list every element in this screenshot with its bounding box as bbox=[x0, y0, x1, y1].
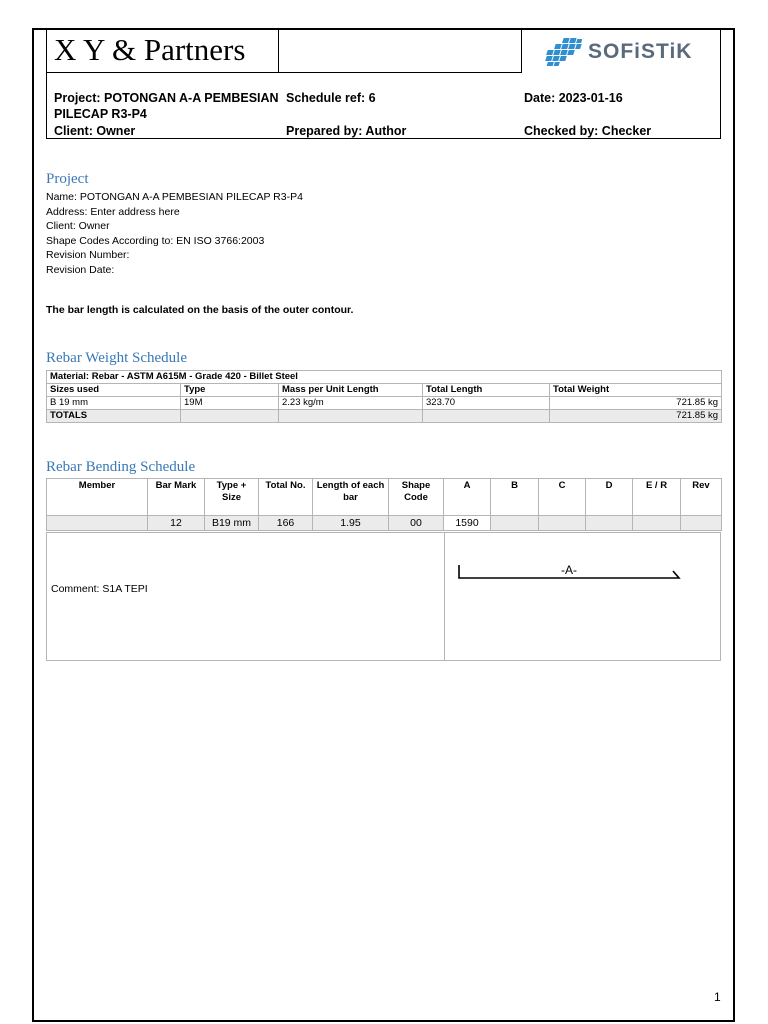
checked-by: Checked by: Checker bbox=[524, 124, 652, 138]
company-logo bbox=[521, 30, 722, 73]
table-cell: B19 mm bbox=[205, 516, 259, 531]
table-cell bbox=[586, 516, 633, 531]
col-header: Type bbox=[181, 384, 279, 397]
project-name: Name: POTONGAN A-A PEMBESIAN PILECAP R3-P4 bbox=[46, 191, 303, 203]
project-address: Address: Enter address here bbox=[46, 205, 180, 218]
weight-schedule-title: Rebar Weight Schedule bbox=[46, 350, 187, 366]
table-cell bbox=[681, 516, 722, 531]
col-header: E / R bbox=[633, 479, 681, 516]
table-cell bbox=[633, 516, 681, 531]
sofistik-logo-icon bbox=[540, 37, 582, 67]
col-header: Mass per Unit Length bbox=[279, 384, 423, 397]
col-header: D bbox=[586, 479, 633, 516]
col-header: Shape Code bbox=[389, 479, 444, 516]
table-cell: 00 bbox=[389, 516, 444, 531]
logo-text: SOFiSTiK bbox=[588, 39, 693, 63]
shape-dimension-label: -A- bbox=[561, 563, 577, 577]
comment-text: Comment: S1A TEPI bbox=[51, 583, 148, 595]
totals-value: 721.85 kg bbox=[550, 410, 722, 423]
col-header: Bar Mark bbox=[148, 479, 205, 516]
col-header: Member bbox=[47, 479, 148, 516]
col-header: A bbox=[444, 479, 491, 516]
weight-schedule-table bbox=[46, 370, 722, 423]
table-cell: 323.70 bbox=[423, 397, 550, 410]
col-header: B bbox=[491, 479, 539, 516]
totals-row bbox=[47, 410, 722, 423]
col-header: Length of each bar bbox=[313, 479, 389, 516]
title-block bbox=[46, 29, 721, 139]
table-cell bbox=[491, 516, 539, 531]
table-cell: 1.95 bbox=[313, 516, 389, 531]
table-cell: B 19 mm bbox=[47, 397, 181, 410]
col-header: Total No. bbox=[259, 479, 313, 516]
table-row bbox=[47, 397, 722, 410]
col-header: Sizes used bbox=[47, 384, 181, 397]
col-header: Total Length bbox=[423, 384, 550, 397]
project-revision-date: Revision Date: bbox=[46, 263, 115, 276]
title-block-blank bbox=[279, 30, 521, 73]
bar-length-note: The bar length is calculated on the basis of the outer contour. bbox=[46, 304, 354, 316]
table-row bbox=[47, 516, 722, 531]
col-header: Total Weight bbox=[550, 384, 722, 397]
weight-header-row bbox=[47, 384, 722, 397]
table-cell: 12 bbox=[148, 516, 205, 531]
material-cell: Material: Rebar - ASTM A615M - Grade 420 - Billet Steel bbox=[47, 371, 722, 384]
table-cell bbox=[47, 516, 148, 531]
col-header: Type + Size bbox=[205, 479, 259, 516]
table-cell: 1590 bbox=[444, 516, 491, 531]
bending-header-row bbox=[47, 479, 722, 516]
comment-box bbox=[46, 532, 721, 661]
project-shape-codes: Shape Codes According to: EN ISO 3766:2003 bbox=[46, 234, 265, 247]
comment-panel bbox=[47, 533, 445, 660]
schedule-ref: Schedule ref: 6 bbox=[286, 91, 376, 105]
prepared-by: Prepared by: Author bbox=[286, 124, 407, 138]
table-cell: 166 bbox=[259, 516, 313, 531]
table-cell: 721.85 kg bbox=[550, 397, 722, 410]
project-details bbox=[46, 190, 303, 278]
bending-schedule-table bbox=[46, 478, 722, 531]
project-revision-number: Revision Number: bbox=[46, 249, 130, 262]
company-name: X Y & Partners bbox=[47, 30, 279, 73]
page-number: 1 bbox=[714, 990, 721, 1004]
table-cell: 19M bbox=[181, 397, 279, 410]
bending-schedule-title: Rebar Bending Schedule bbox=[46, 459, 196, 475]
material-row bbox=[47, 371, 722, 384]
date-field: Date: 2023-01-16 bbox=[524, 91, 623, 105]
table-cell bbox=[539, 516, 586, 531]
project-field: Project: POTONGAN A-A PEMBESIAN PILECAP R3-P4 bbox=[54, 91, 279, 121]
col-header: Rev bbox=[681, 479, 722, 516]
project-client: Client: Owner bbox=[46, 220, 110, 233]
totals-label: TOTALS bbox=[47, 410, 181, 423]
project-section-title: Project bbox=[46, 171, 89, 187]
client-field: Client: Owner bbox=[54, 124, 136, 138]
table-cell: 2.23 kg/m bbox=[279, 397, 423, 410]
col-header: C bbox=[539, 479, 586, 516]
bar-shape-diagram bbox=[445, 533, 720, 660]
